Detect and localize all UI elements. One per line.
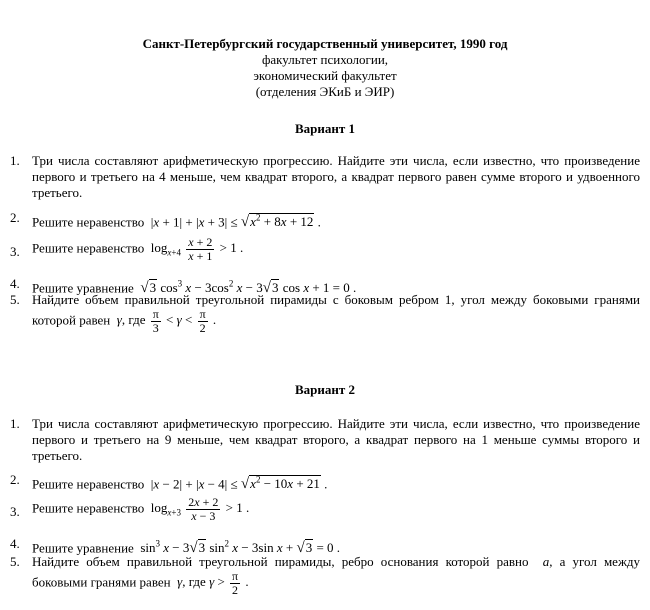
problem-lead: Решите уравнение <box>32 280 134 296</box>
formula: $\sin^3 x - 3√3$ $\sin^2 x - 3\sin$ x + √3 = 0 . <box>137 539 341 557</box>
faculty-psychology: факультет психологии, <box>261 52 389 67</box>
problem-number: 1. <box>10 416 20 431</box>
v2-problem-1 <box>10 416 640 464</box>
v1-problem-1 <box>10 153 640 201</box>
problem-number: 1. <box>10 153 20 168</box>
problem-lead: Решите неравенство <box>32 240 145 256</box>
university-title: Санкт-Петербургский государственный университет, 1990 год <box>142 36 508 51</box>
problem-number: 5. <box>10 292 20 307</box>
problem-lead: Решите уравнение <box>32 540 134 556</box>
formula: γ, где $\frac{\pi}{3}$ < γ < $\frac{\pi}{2}$ . <box>116 307 217 335</box>
problem-text-2: а угол между боковыми гранями равен <box>32 554 641 590</box>
variant-2-title: Вариант 2 <box>294 382 356 397</box>
problem-text: Три числа составляют арифметическую прогрессию. Найдите эти числа, если известно, что произведение первого и третьего на 4 меньше, чем квадрат второго, а квадрат первого равен сумме второго и удвоенного третьего. <box>32 153 640 200</box>
departments: (отделения ЭКиБ и ЭИР) <box>255 84 395 99</box>
problem-text: Найдите объем правильной треугольной пирамиды, ребро основания которой равно <box>32 554 529 569</box>
formula: $|x + 1| + |x + 3| \le √x^2 + 8x + 12$ . <box>147 213 321 231</box>
problem-lead: Решите неравенство <box>32 214 145 230</box>
v1-problem-5 <box>10 292 640 335</box>
v2-problem-2 <box>10 472 640 492</box>
header <box>0 36 650 100</box>
formula: √3 $\cos^3 x - 3\cos^2$ x − 3√3 cos x + 1 = 0 . <box>140 279 357 297</box>
v2-problem-5 <box>10 554 640 597</box>
faculty-economics: экономический факультет <box>253 68 397 83</box>
problem-lead: Решите неравенство <box>32 476 145 492</box>
formula-a: a, <box>542 554 553 569</box>
problem-number: 5. <box>10 554 20 569</box>
problem-number: 3. <box>10 244 20 259</box>
v1-problem-3 <box>10 236 640 263</box>
formula: γ, где γ > $\frac{\pi}{2}$ . <box>177 569 249 597</box>
problem-text: Три числа составляют арифметическую прогрессию. Найдите эти числа, если известно, что произведение первого и третьего на 9 меньше, чем квадрат второго, а квадрат первого на 1 меньше суммы второго и третьего. <box>32 416 640 463</box>
problem-number: 2. <box>10 210 20 225</box>
formula: $\log_{x+3}$ $\frac{2x + 2}{x - 3}$ > 1 . <box>147 495 250 523</box>
problem-number: 4. <box>10 276 20 291</box>
variant-1-title: Вариант 1 <box>294 121 356 136</box>
problem-number: 2. <box>10 472 20 487</box>
formula: $\log_{x+4}$ $\frac{x + 2}{x + 1}$ > 1 . <box>147 235 244 263</box>
v2-problem-3 <box>10 496 640 523</box>
formula: $|x - 2| + |x - 4| \le √x^2 - 10x + 21$ . <box>147 475 328 493</box>
problem-number: 4. <box>10 536 20 551</box>
problem-lead: Решите неравенство <box>32 500 145 516</box>
v1-problem-2 <box>10 210 640 230</box>
problem-number: 3. <box>10 504 20 519</box>
problem-text: Найдите объем правильной треугольной пирамиды с боковым ребром 1, угол между боковыми гранями которой равен <box>32 292 640 328</box>
